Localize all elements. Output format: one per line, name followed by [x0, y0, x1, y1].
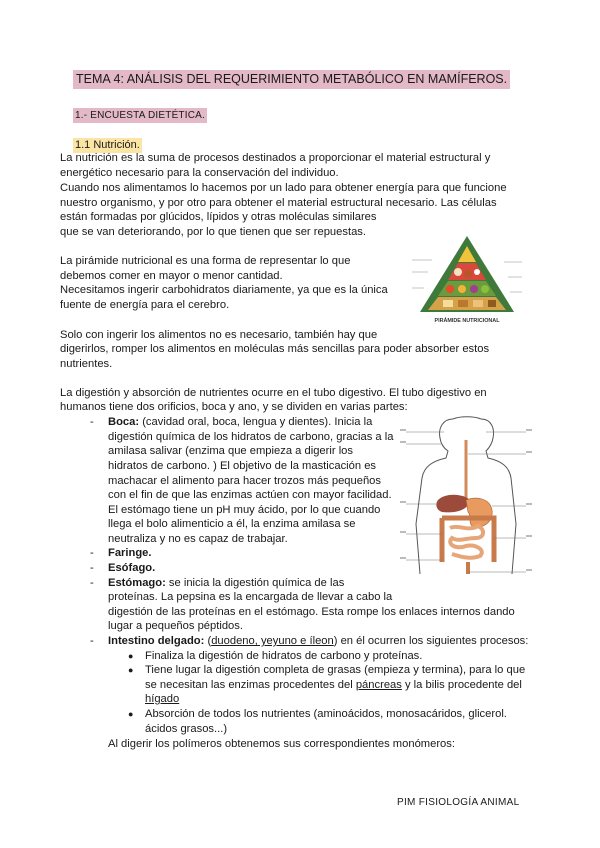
list-item-esofago: Esófago.	[108, 562, 156, 574]
digestive-system-image	[398, 414, 533, 584]
list-item-estomago: Estómago: se inicia la digestión química de las	[108, 577, 345, 589]
list-item-faringe: Faringe.	[108, 547, 152, 559]
text-line: proteínas. La pepsina es la encargada de llevar a cabo la	[108, 591, 393, 603]
text-line: que se van deteriorando, por lo que tienen que ser repuestas.	[60, 226, 367, 238]
text-line: digestión de las proteínas en el estómago. Esta rompe los enlaces internos dando	[108, 606, 515, 618]
text-line: lugar a pequeños péptidos.	[108, 620, 243, 632]
text-line: nuestro organismo, y por otro para obtener el material estructural necesario. Las células	[60, 197, 497, 209]
text-line: están formadas por glúcidos, lípidos y otras moléculas similares	[60, 211, 377, 223]
text-line: Absorción de todos los nutrientes (aminoácidos, monosacáridos, glicerol.	[145, 708, 507, 720]
text-line: hígado	[145, 693, 180, 705]
text-line: hidratos de carbono. ) El objetivo de la masticación es	[108, 460, 377, 472]
text-line: digestión química de los hidratos de carbono, gracias a la	[108, 431, 394, 443]
text-line: llega el bolo alimenticio a él, la enzima amilasa se	[108, 518, 356, 530]
document-title: TEMA 4: ANÁLISIS DEL REQUERIMIENTO METABÓLICO EN MAMÍFEROS.	[73, 70, 510, 89]
text-line: energético necesario para la conservación del individuo.	[60, 167, 339, 179]
text-line: Cuando nos alimentamos lo hacemos por un lado para obtener energía para que funcione	[60, 182, 507, 194]
bullet-dot: ●	[128, 665, 134, 675]
list-bullet: -	[90, 416, 94, 428]
subsection-heading: 1.1 Nutrición.	[75, 139, 140, 151]
list-bullet: -	[90, 577, 94, 589]
food-pyramid-image	[410, 232, 525, 326]
list-bullet: -	[90, 547, 94, 559]
text-line: digerirlos, romper los alimentos en moléculas más sencillas para poder absorber estos	[60, 343, 490, 355]
list-item-boca: Boca: (cavidad oral, boca, lengua y dientes). Inicia la	[108, 416, 373, 428]
pyramid-caption: PIRÁMIDE NUTRICIONAL	[434, 318, 500, 324]
text-line: Al digerir los polímeros obtenemos sus correspondientes monómeros:	[108, 738, 455, 750]
text-line: La pirámide nutricional es una forma de representar lo que	[60, 255, 351, 267]
text-line: La nutrición es la suma de procesos destinados a proporcionar el material estructural y	[60, 152, 491, 164]
text-line: amilasa salivar (enzima que empieza a digerir los	[108, 445, 353, 457]
text-line: se necesitan las enzimas procedentes del páncreas y la bilis procedente del	[145, 679, 522, 691]
text-line: Solo con ingerir los alimentos no es necesario, también hay que	[60, 329, 378, 341]
text-line: El estómago tiene un pH muy ácido, por lo que cuando	[108, 504, 381, 516]
list-bullet: -	[90, 562, 94, 574]
text-line: machacar el alimento para hacer trozos más pequeños	[108, 475, 381, 487]
text-line: La digestión y absorción de nutrientes ocurre en el tubo digestivo. El tubo digestivo en	[60, 387, 487, 399]
footer-label: PIM FISIOLOGÍA ANIMAL	[397, 797, 520, 808]
text-line: Necesitamos ingerir carbohidratos diariamente, ya que es la única	[60, 284, 388, 296]
text-line: fuente de energía para el cerebro.	[60, 299, 230, 311]
section-heading: 1.- ENCUESTA DIETÉTICA.	[75, 110, 205, 121]
text-line: nutrientes.	[60, 358, 113, 370]
text-line: humanos tiene dos orificios, boca y ano, y se dividen en varias partes:	[60, 401, 408, 413]
text-line: debemos comer en mayor o menor cantidad.	[60, 270, 283, 282]
bullet-dot: ●	[128, 709, 134, 719]
text-line: neutraliza y no es capaz de trabajar.	[108, 533, 288, 545]
text-line: ácidos grasos...)	[145, 723, 228, 735]
bullet-dot: ●	[128, 651, 134, 661]
list-bullet: -	[90, 635, 94, 647]
text-line: Finaliza la digestión de hidratos de carbono y proteínas.	[145, 650, 423, 662]
text-line: con el fin de que las enzimas actúen con mayor facilidad.	[108, 489, 392, 501]
list-item-intestino: Intestino delgado: (duodeno, yeyuno e íleon) en él ocurren los siguientes procesos:	[108, 635, 529, 647]
text-line: Tiene lugar la digestión completa de grasas (empieza y termina), para lo que	[145, 664, 526, 676]
